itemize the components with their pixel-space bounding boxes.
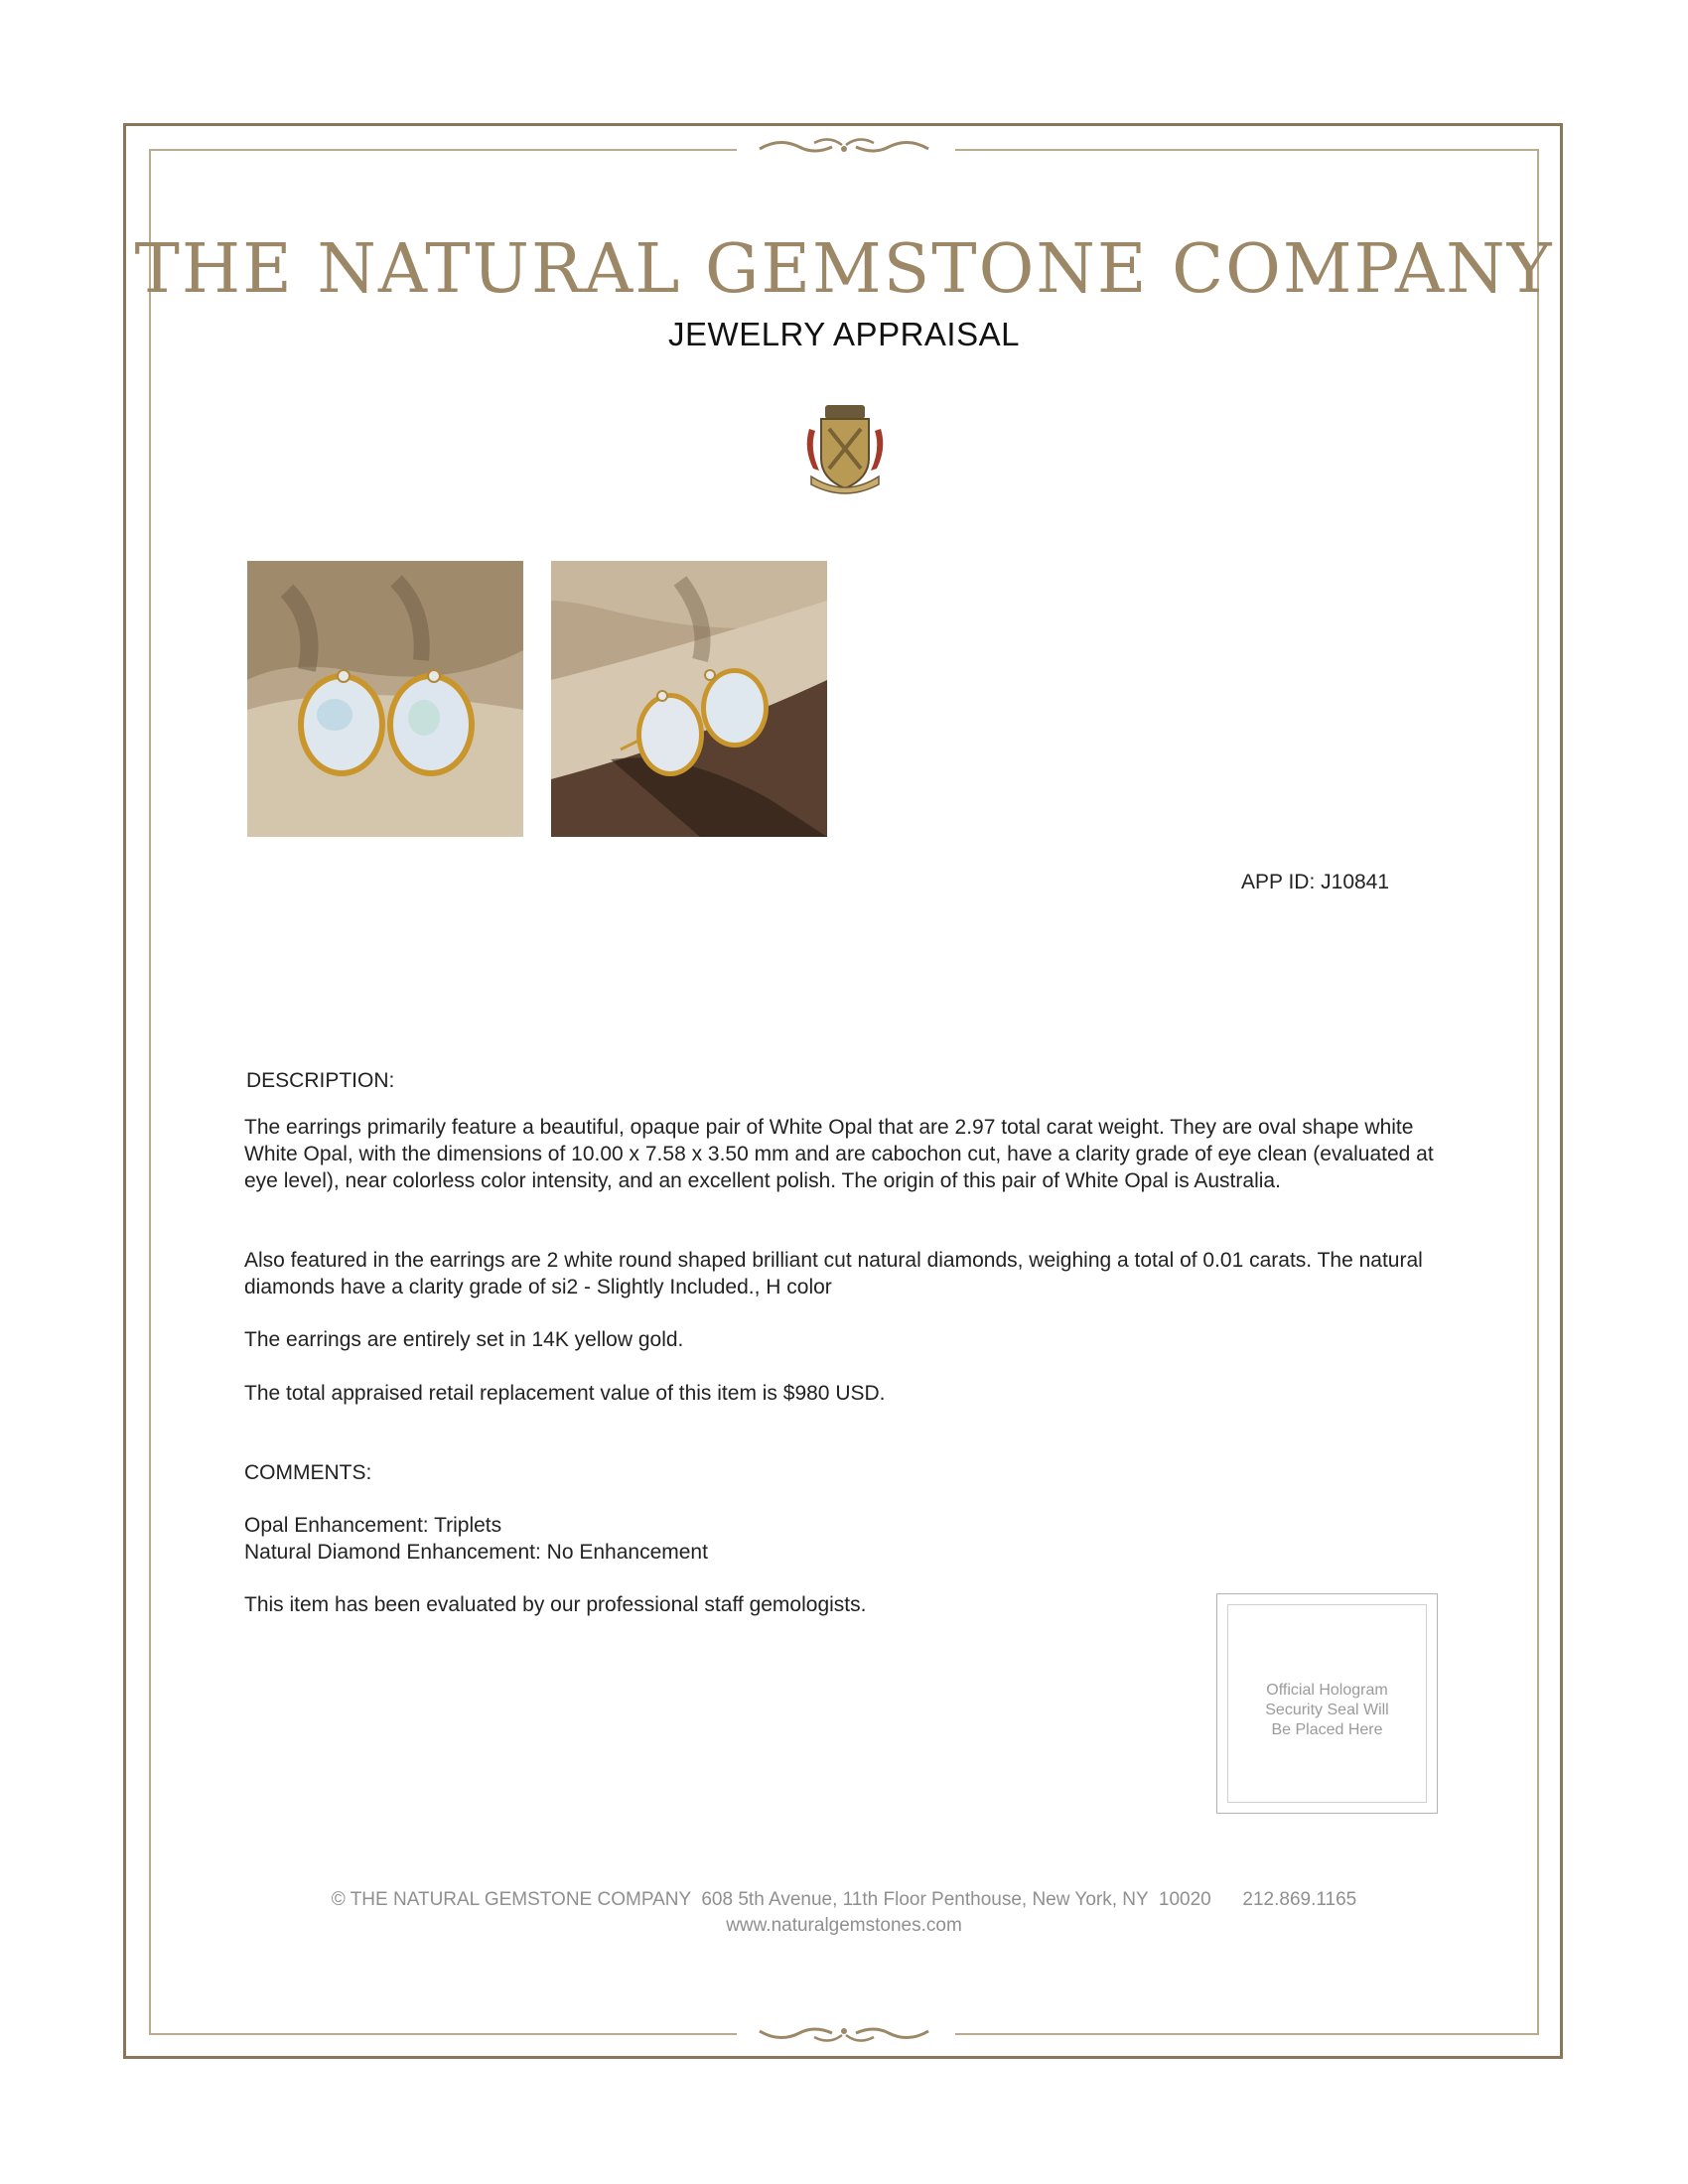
- earrings-angled-photo: [551, 561, 827, 837]
- description-paragraph-4: The total appraised retail replacement value of this item is $980 USD.: [244, 1382, 886, 1405]
- seal-text-line-2: Security Seal Will: [1265, 1702, 1389, 1718]
- comment-line-2: Natural Diamond Enhancement: No Enhancement: [244, 1541, 708, 1564]
- comments-heading: COMMENTS:: [244, 1461, 372, 1484]
- description-paragraph-1: The earrings primarily feature a beautiful, opaque pair of White Opal that are 2.97 total carat weight. They are oval shape white White Opal, with the dimensions of 10.00 x 7.58 x 3.50 mm and are cabochon cut, have a clarity grade of eye clean (evaluated at eye level), near colorless color intensity, and an excellent polish. The origin of this pair of White Opal is Australia.: [244, 1116, 1434, 1192]
- description-heading: DESCRIPTION:: [246, 1069, 395, 1092]
- earrings-front-photo: [247, 561, 523, 837]
- hologram-seal-placeholder: [1216, 1593, 1438, 1814]
- bottom-flourish-icon: [755, 2021, 933, 2045]
- heraldic-crest-icon: [799, 399, 891, 498]
- company-name: THE NATURAL GEMSTONE COMPANY: [134, 230, 1554, 309]
- description-paragraph-3: The earrings are entirely set in 14K yellow gold.: [244, 1328, 684, 1351]
- seal-text: [1228, 1681, 1426, 1740]
- seal-text-line-3: Be Placed Here: [1271, 1721, 1383, 1738]
- footer-website[interactable]: www.naturalgemstones.com: [726, 1915, 962, 1936]
- seal-inner-border: [1227, 1604, 1427, 1803]
- app-id: APP ID: J10841: [1241, 871, 1390, 893]
- inner-frame-bottom-right: [955, 2033, 1539, 2035]
- comment-line-1: Opal Enhancement: Triplets: [244, 1514, 502, 1537]
- inner-frame-bottom-left: [149, 2033, 737, 2035]
- inner-frame-left: [149, 149, 151, 2035]
- inner-frame-right: [1537, 149, 1539, 2035]
- document-title: JEWELRY APPRAISAL: [668, 316, 1020, 352]
- seal-text-line-1: Official Hologram: [1266, 1682, 1388, 1699]
- empty-photo-slot: [1160, 561, 1436, 837]
- top-flourish-icon: [755, 135, 933, 159]
- inner-frame-top-left: [149, 149, 737, 151]
- description-paragraph-2: Also featured in the earrings are 2 white round shaped brilliant cut natural diamonds, weighing a total of 0.01 carats. The natural diamonds have a clarity grade of si2 - Slightly Included., H color: [244, 1249, 1423, 1298]
- footer-address: © THE NATURAL GEMSTONE COMPANY 608 5th Avenue, 11th Floor Penthouse, New York, NY 10020 212.869.1165: [331, 1889, 1357, 1910]
- empty-photo-slot: [856, 561, 1132, 837]
- inner-frame-top-right: [955, 149, 1539, 151]
- evaluation-note: This item has been evaluated by our professional staff gemologists.: [244, 1593, 867, 1616]
